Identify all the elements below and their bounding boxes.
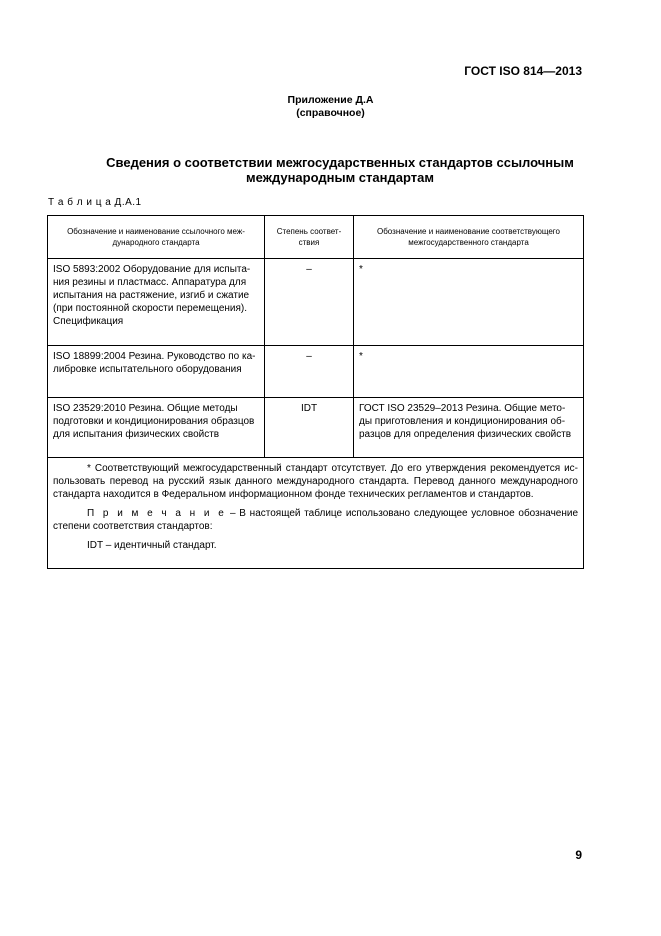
correspondence-table: [47, 215, 584, 569]
table-notes-row: [48, 458, 584, 569]
table-row: [48, 346, 584, 398]
cell-degree: –: [265, 346, 354, 398]
annex-subtitle: (справочное): [296, 107, 365, 119]
note-label: П р и м е ч а н и е: [87, 508, 227, 519]
cell-ref-standard: ISO 23529:2010 Резина. Общие методы подготовки и кондиционирования образцов для испытания физических свойств: [48, 398, 265, 458]
cell-national-standard: ГОСТ ISO 23529–2013 Резина. Общие мето-ды приготовления и кондиционирования об-разцов для определения физических свойств: [354, 398, 584, 458]
idt-definition: IDT – идентичный стандарт.: [87, 540, 217, 551]
header-degree: Степень соответ-ствия: [265, 216, 354, 259]
annex-heading: [0, 94, 661, 120]
note: [53, 507, 578, 533]
section-title: Сведения о соответствии межгосударственных стандартов ссылочным международным стандартам: [106, 155, 574, 185]
table-label: Т а б л и ц а Д.А.1: [48, 197, 142, 208]
table-header-row: [48, 216, 584, 259]
table-row: [48, 398, 584, 458]
cell-ref-standard: ISO 5893:2002 Оборудование для испыта-ния резины и пластмасс. Аппаратура для испытания на растяжение, изгиб и сжатие (при постоянной скорости перемещения). Спецификация: [48, 259, 265, 346]
notes-cell: [48, 458, 584, 569]
cell-ref-standard: ISO 18899:2004 Резина. Руководство по ка-либровке испытательного оборудования: [48, 346, 265, 398]
note-text: – В настоящей таблице использовано следующее условное обозначение степени соответствия стандартов:: [53, 508, 579, 532]
cell-degree: –: [265, 259, 354, 346]
header-national-standard: Обозначение и наименование соответствующего межгосударственного стандарта: [354, 216, 584, 259]
header-ref-standard: Обозначение и наименование ссылочного меж-дународного стандарта: [48, 216, 265, 259]
document-code: ГОСТ ISO 814—2013: [464, 64, 582, 78]
cell-national-standard: *: [354, 259, 584, 346]
annex-title: Приложение Д.А: [287, 94, 374, 106]
cell-national-standard: *: [354, 346, 584, 398]
table-row: [48, 259, 584, 346]
footnote: * Соответствующий межгосударственный стандарт отсутствует. До его утверждения рекомендуется ис-пользовать перевод на русский язык данного международного стандарта. Перевод данного международного стандарта находится в Федеральном информационном фонде технических регламентов и стандартов.: [53, 463, 578, 500]
page-number: 9: [575, 848, 582, 862]
cell-degree: IDT: [265, 398, 354, 458]
